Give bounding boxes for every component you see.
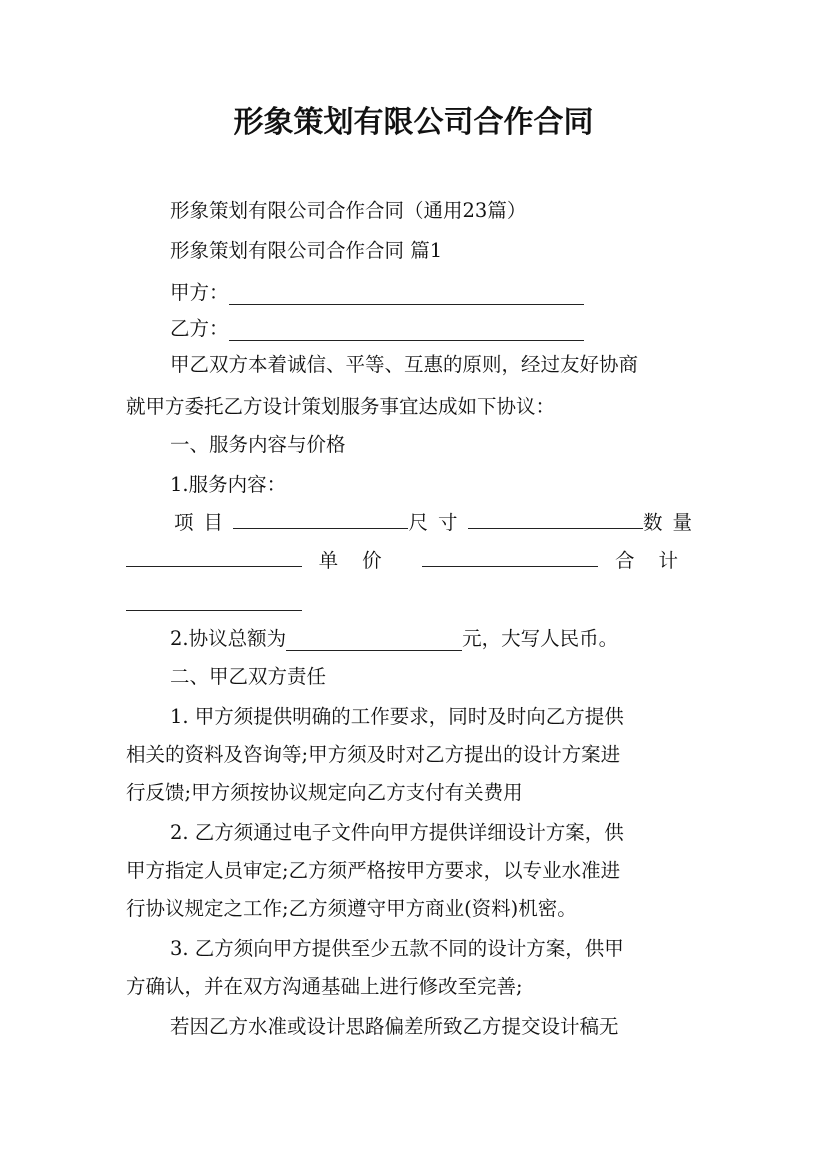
party-a-blank (229, 284, 584, 305)
amount-label: 2.协议总额为 (170, 627, 287, 650)
paragraph-text: 甲方指定人员审定;乙方须严格按甲方要求，以专业水准进 (126, 859, 621, 882)
size-label: 尺寸 (408, 511, 468, 534)
clause-heading: 1.服务内容： (170, 473, 287, 496)
item-blank (233, 508, 408, 529)
paragraph-text: 若因乙方水准或设计思路偏差所致乙方提交设计稿无 (170, 1015, 619, 1038)
clause-amount (170, 624, 702, 654)
service-table-line-2 (126, 546, 702, 576)
section-heading: 一、服务内容与价格 (170, 433, 346, 456)
qty-blank (126, 546, 302, 567)
size-blank (468, 508, 643, 529)
party-b-label: 乙方： (170, 317, 229, 340)
price-blank (422, 546, 598, 567)
amount-suffix: 元，大写人民币。 (462, 627, 619, 650)
paragraph-text: 就甲方委托乙方设计策划服务事宜达成如下协议： (126, 395, 556, 418)
party-a-line (170, 278, 702, 308)
paragraph-text: 方确认，并在双方沟通基础上进行修改至完善; (126, 975, 523, 998)
paragraph-text: 3. 乙方须向甲方提供至少五款不同的设计方案，供甲 (170, 937, 624, 960)
chapter-heading: 形象策划有限公司合作合同 篇1 (170, 239, 443, 262)
item-label: 项目 (174, 511, 234, 534)
paragraph-text: 甲乙双方本着诚信、平等、互惠的原则，经过友好协商 (170, 353, 639, 376)
paragraph-text: 1. 甲方须提供明确的工作要求，同时及时向乙方提供 (170, 705, 624, 728)
paragraph-text: 行反馈;甲方须按协议规定向乙方支付有关费用 (126, 781, 523, 804)
party-a-label: 甲方： (170, 281, 229, 304)
party-b-blank (229, 320, 584, 341)
total-blank (126, 590, 302, 611)
paragraph-text: 行协议规定之工作;乙方须遵守甲方商业(资料)机密。 (126, 897, 577, 920)
qty-label: 数量 (642, 511, 702, 534)
total-label: 合计 (614, 549, 702, 572)
paragraph-text: 2. 乙方须通过电子文件向甲方提供详细设计方案，供 (170, 821, 624, 844)
service-table-line-1 (174, 508, 702, 538)
subtitle-line: 形象策划有限公司合作合同（通用23篇） (170, 199, 527, 222)
price-label: 单价 (318, 549, 406, 572)
section-heading: 二、甲乙双方责任 (170, 665, 327, 688)
amount-blank (286, 630, 462, 651)
service-table-line-3 (126, 584, 702, 614)
party-b-line (170, 314, 702, 344)
document-title: 形象策划有限公司合作合同 (233, 105, 594, 140)
paragraph-text: 相关的资料及咨询等;甲方须及时对乙方提出的设计方案进 (126, 743, 621, 766)
